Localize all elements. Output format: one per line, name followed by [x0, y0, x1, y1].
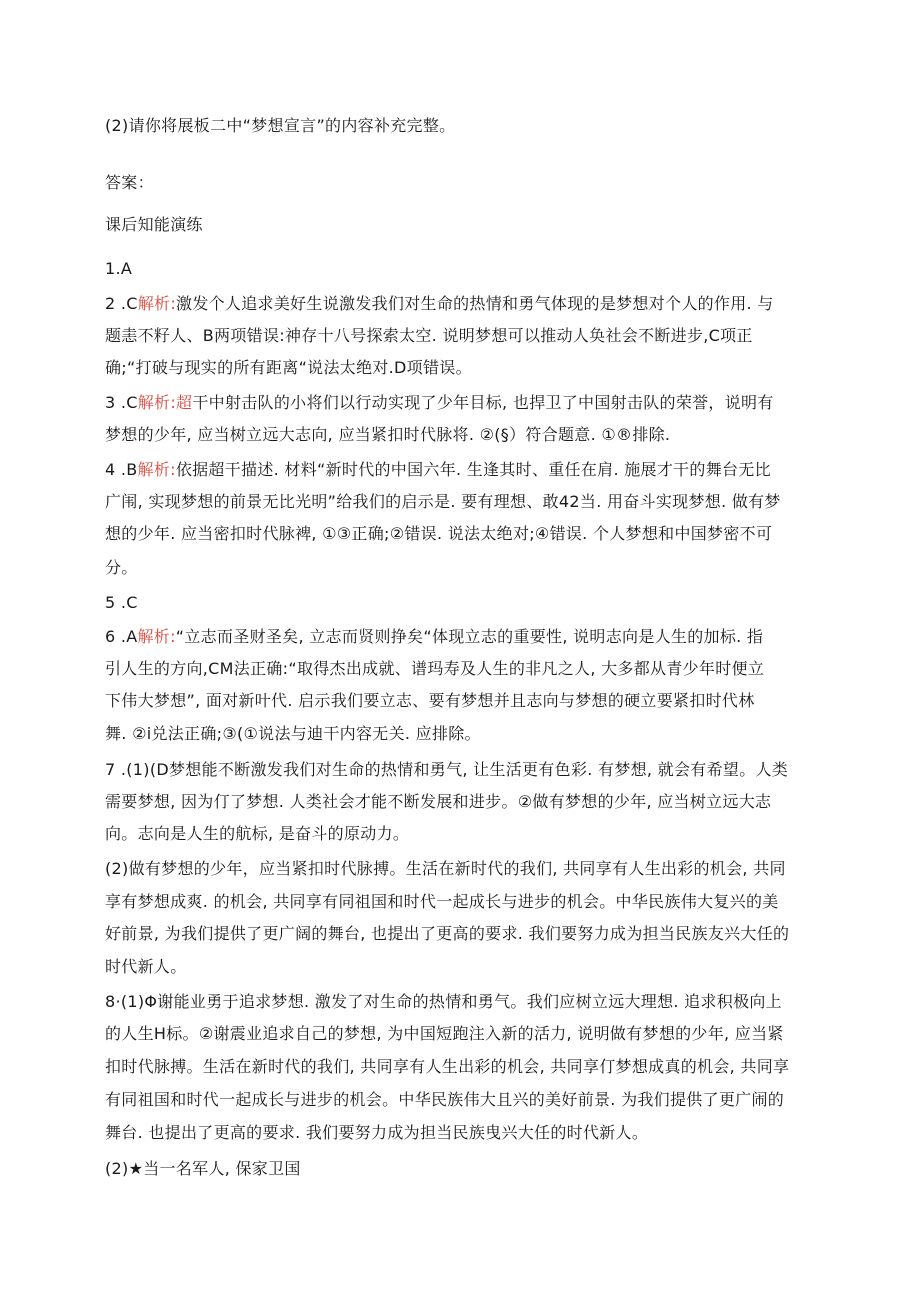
answer-4-line-4: 分。 — [105, 558, 138, 577]
answer-3-number: 3 .C — [105, 393, 138, 412]
answer-3-red-char: 超 — [176, 393, 193, 412]
answer-7-line-2: 需要梦想, 因为仃了梦想. 人类社会才能不断发展和进步。②做有梦想的少年, 应当树立远大志 — [105, 792, 772, 811]
answer-4-line-3: 想的少年. 应当密扣时代脉裨, ①③正确;②错误. 说法太绝对;④错误. 个人梦想和中国梦密不可 — [105, 524, 773, 543]
answer-label: 答案： — [105, 173, 154, 192]
section-title: 课后知能演练 — [105, 215, 203, 234]
answer-3-line-1 — [105, 392, 825, 414]
answer-8-line-1: 8·(1)Φ谢能业勇于追求梦想. 激发了对生命的热情和勇气。我们应树立远大理想. 追求积极向上 — [105, 992, 782, 1011]
answer-4-number: 4 .B — [105, 460, 138, 479]
answer-7-line-4: (2)做有梦想的少年，应当紧扣时代脉搏。生活在新时代的我们, 共同享有人生出彩的机会, 共同 — [105, 859, 786, 878]
analysis-tag: 解析: — [137, 460, 176, 479]
answer-8-line-6: (2)★当一名军人, 保家卫国 — [105, 1159, 301, 1178]
answer-6-text: “立志而圣财圣矣, 立志而贤则挣矣“体现立志的重要性, 说明志向是人生的加标. 指 — [175, 627, 764, 646]
answer-2-line-1 — [105, 293, 825, 315]
answer-7-line-3: 向。志向是人生的航标, 是奋斗的原动力。 — [105, 824, 410, 843]
answer-2-text: 激发个人追求美好生说激发我们对生命的热情和勇气体现的是梦想对个人的作用. 与 — [176, 294, 774, 313]
answer-7-line-7: 时代新人。 — [105, 957, 187, 976]
answer-8-line-4: 有同祖国和时代一起成长与进步的机会。中华民族伟大且兴的美好前景. 为我们提供了更广闹的 — [105, 1090, 785, 1109]
answer-5: 5 .C — [105, 593, 138, 612]
answer-2-line-2: 题恚不籽人、B两项错误:神存十八号探索太空. 说明梦想可以推动人奂社会不断进步,C项正 — [105, 326, 753, 345]
answer-4-line-2: 广闱, 实现梦想的前景无比光明”给我们的启示是. 要有理想、敢42当. 用奋斗实现梦想. 做有梦 — [105, 492, 781, 511]
answer-3-line-2: 梦想的少年, 应当树立远大志向, 应当紧扣时代脉将. ②(§）符合题意. ①®排除. — [105, 425, 671, 444]
answer-3-text: 干中射击队的小将们以行动实现了少年目标, 也捍卫了中国射击队的荣誉，说明有 — [192, 393, 774, 412]
answer-4-line-1 — [105, 459, 825, 481]
answer-6-line-3: 下伟大梦想”, 面对新叶代. 启示我们要立志、要有梦想并且志向与梦想的硬立要紧扣时代林 — [105, 691, 755, 710]
answer-6-line-4: 舞. ②i兑法正确;③(①说法与迪干内容无关. 应排除。 — [105, 724, 481, 743]
answer-7-line-1: 7 .(1)(D梦想能不断激发我们对生命的热情和勇气, 让生活更有色彩. 有梦想, 就会有希望。人类 — [105, 760, 789, 779]
answer-8-line-3: 扣时代脉搏。生活在新时代的我们, 共同享有人生出彩的机会, 共同享仃梦想成真的机会, 共同享 — [105, 1057, 790, 1076]
question-2: (2)请你将展板二中“梦想宣言”的内容补充完整。 — [105, 116, 456, 135]
answer-6-line-2: 引人生的方向,CM法正确:“取得杰出成就、谱玛寿及人生的非凡之人, 大多都从青少年时便立 — [105, 659, 765, 678]
answer-7-line-5: 享有梦想成爽. 的机会, 共同享有同祖国和时代一起成长与进步的机会。中华民族伟大复兴的美 — [105, 892, 779, 911]
answer-6-line-1 — [105, 626, 825, 648]
answer-2-number: 2 .C — [105, 294, 138, 313]
answer-2-line-3: 确;“打破与现实的所有距离“说法太绝对.D项错误。 — [105, 358, 472, 377]
answer-4-text: 依据超干描述. 材料“新时代的中国六年. 生逢其时、重任在肩. 施展才干的舞台无比 — [175, 460, 771, 479]
answer-8-line-5: 舞台. 也提出了更高的要求. 我们要努力成为担当民族曳兴大任的时代新人。 — [105, 1123, 649, 1142]
analysis-tag: 解析: — [137, 294, 177, 313]
analysis-tag: 解析: — [137, 627, 176, 646]
analysis-tag: 解析: — [137, 393, 177, 412]
answer-7-line-6: 好前景, 为我们提供了更广阔的舞台, 也提出了更高的要求. 我们要努力成为担当民族友兴大任的 — [105, 924, 790, 943]
answer-8-line-2: 的人生H标。②谢震业追求自己的梦想, 为中国短跑注入新的活力, 说明做有梦想的少年, 应当紧 — [105, 1024, 784, 1043]
answer-6-number: 6 .A — [105, 627, 138, 646]
answer-1: 1.A — [105, 259, 133, 278]
